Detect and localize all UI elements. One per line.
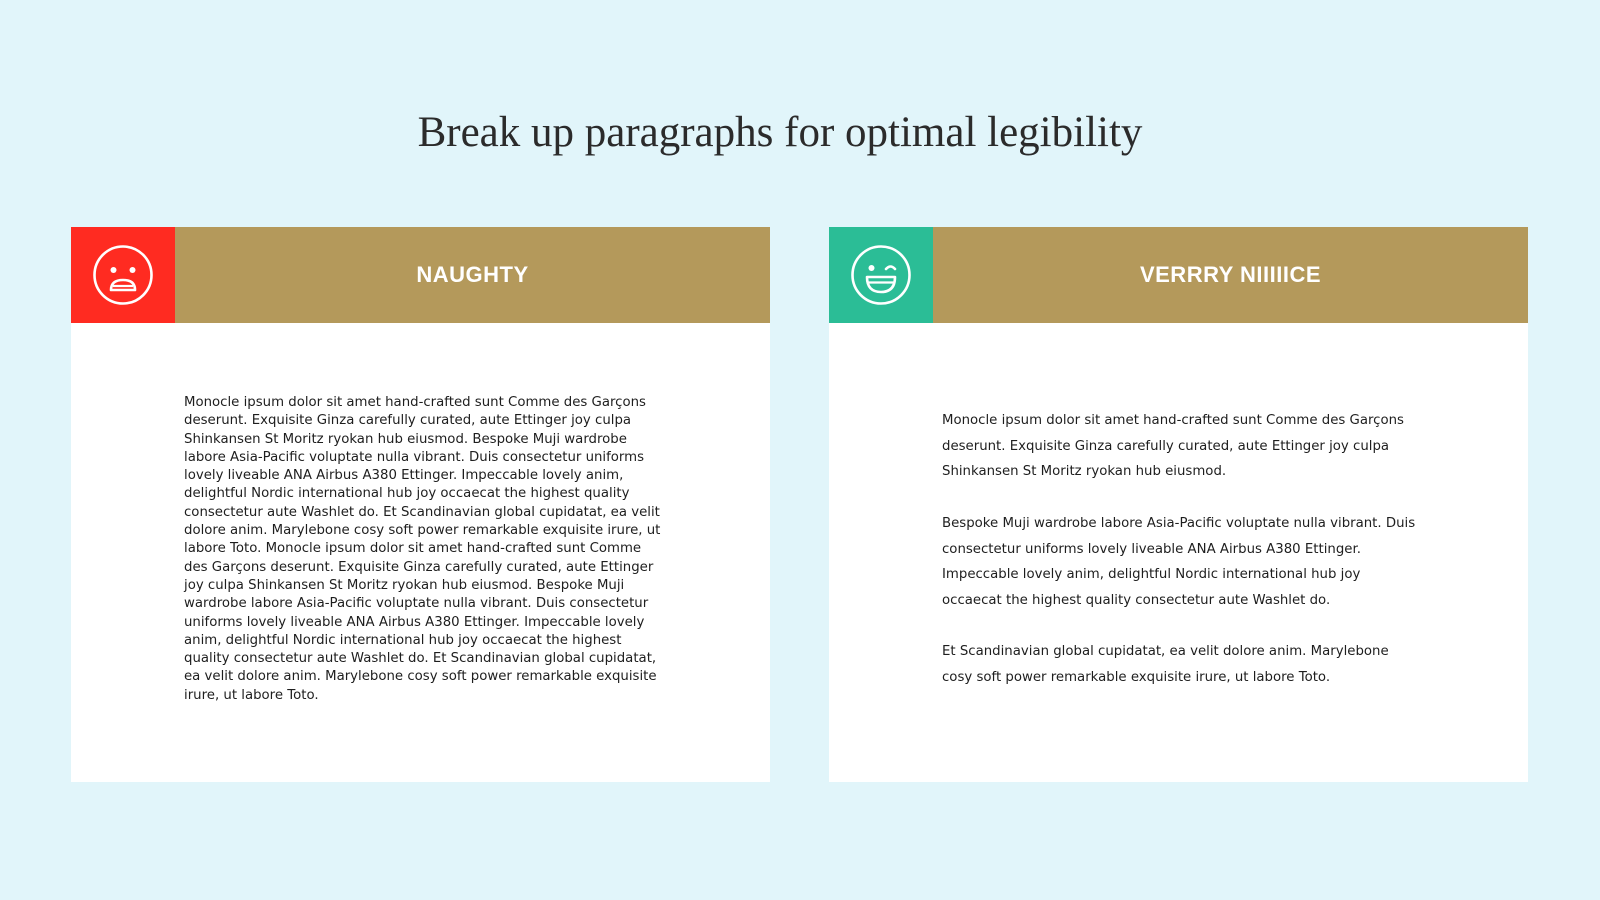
naughty-card <box>71 227 770 782</box>
paragraph: Monocle ipsum dolor sit amet hand-crafted sunt Comme des Garçons deserunt. Exquisite Ginza carefully curated, aute Ettinger joy culpa Shinkansen St Moritz ryokan hub eiusmod. <box>942 413 1404 480</box>
naughty-label: NAUGHTY <box>416 262 529 287</box>
nice-card-header <box>829 227 1528 323</box>
nice-icon-box <box>829 227 933 323</box>
nice-body-text <box>942 408 1422 691</box>
wink-face-icon <box>850 244 912 306</box>
nice-label: VERRRY NIIIIICE <box>1139 262 1322 287</box>
sad-face-icon <box>92 244 154 306</box>
page-title: Break up paragraphs for optimal legibility <box>417 109 1143 156</box>
paragraph: Bespoke Muji wardrobe labore Asia-Pacific voluptate nulla vibrant. Duis consectetur uniforms lovely liveable ANA Airbus A380 Ettinger. Impeccable lovely anim, delightful Nordic international hub joy occaecat the highest quality consectetur aute Washlet do. <box>942 515 1416 608</box>
paragraph: Monocle ipsum dolor sit amet hand-crafted sunt Comme des Garçons deserunt. Exquisite Ginza carefully curated, aute Ettinger joy culpa Shinkansen St Moritz ryokan hub eiusmod. Bespoke Muji wardrobe labore Asia-Pacific voluptate nulla vibrant. Duis consectetur uniforms lovely liveable ANA Airbus A380 Ettinger. Impeccable lovely anim, delightful Nordic international hub joy occaecat the highest quality consectetur aute Washlet do. Et Scandinavian global cupidatat, ea velit dolore anim. Marylebone cosy soft power remarkable exquisite irure, ut labore Toto. Monocle ipsum dolor sit amet hand-crafted sunt Comme des Garçons deserunt. Exquisite Ginza carefully curated, aute Ettinger joy culpa Shinkansen St Moritz ryokan hub eiusmod. Bespoke Muji wardrobe labore Asia-Pacific voluptate nulla vibrant. Duis consectetur uniforms lovely liveable ANA Airbus A380 Ettinger. Impeccable lovely anim, delightful Nordic international hub joy occaecat the highest quality consectetur aute Washlet do. Et Scandinavian global cupidatat, ea velit dolore anim. Marylebone cosy soft power remarkable exquisite irure, ut labore Toto. <box>184 395 661 703</box>
naughty-card-header <box>71 227 770 323</box>
nice-card <box>829 227 1528 782</box>
naughty-body-text <box>184 394 666 705</box>
naughty-icon-box <box>71 227 175 323</box>
paragraph: Et Scandinavian global cupidatat, ea velit dolore anim. Marylebone cosy soft power remarkable exquisite irure, ut labore Toto. <box>942 644 1389 685</box>
